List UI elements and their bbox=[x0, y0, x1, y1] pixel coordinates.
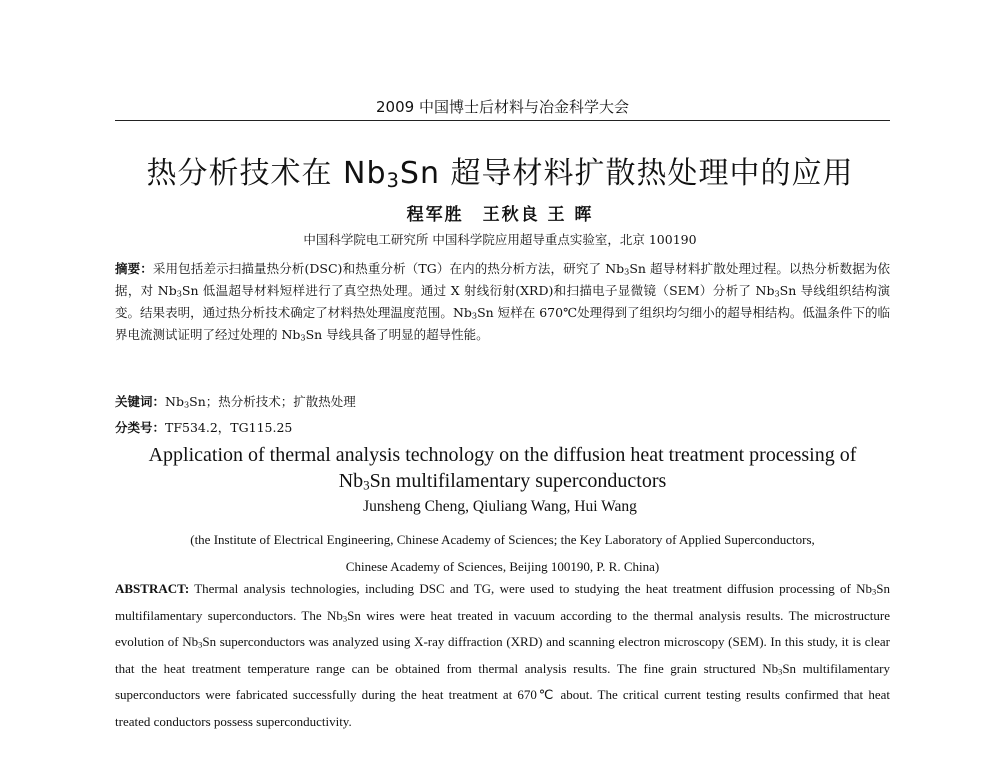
subscript: 3 bbox=[872, 586, 877, 597]
chinese-classification bbox=[115, 418, 890, 436]
chinese-classification-label: 分类号： bbox=[115, 420, 166, 435]
chinese-title-part2: Sn 超导材料扩散热处理中的应用 bbox=[399, 156, 854, 191]
english-title-text: Sn multifilamentary superconductors bbox=[369, 470, 667, 492]
subscript: 3 bbox=[774, 288, 780, 299]
subscript: 3 bbox=[778, 666, 783, 677]
english-title-text: Nb bbox=[338, 470, 364, 492]
chinese-keywords bbox=[115, 392, 890, 410]
english-title-line2 bbox=[115, 468, 890, 494]
subscript: 3 bbox=[363, 477, 370, 493]
english-abstract bbox=[115, 576, 890, 735]
chinese-abstract-text: Sn 低温超导材料短样进行了真空热处理。通过 X 射线衍射(XRD)和扫描电子显微镜（SEM）分析了 Nb bbox=[181, 283, 775, 298]
chinese-keywords-label: 关键词： bbox=[115, 394, 166, 409]
chinese-abstract-text: Sn 导线具备了明显的超导性能。 bbox=[305, 327, 489, 342]
subscript: 3 bbox=[300, 332, 306, 343]
subscript: 3 bbox=[624, 266, 630, 277]
chinese-abstract-text: Sn 导线组织结构演变。结果表明，通过热分析技术确定了材料热处理温度范围。Nb bbox=[115, 283, 891, 320]
english-affiliation-line2: Chinese Academy of Sciences, Beijing 100190, P. R. China) bbox=[345, 559, 660, 574]
subscript: 3 bbox=[198, 639, 203, 650]
english-abstract-text: Sn multifilamentary superconductors. The Nb bbox=[115, 581, 890, 623]
subscript: 3 bbox=[471, 310, 478, 321]
chinese-abstract bbox=[115, 258, 890, 346]
chinese-classification-value: TF534.2，TG115.25 bbox=[165, 420, 293, 435]
subscript: 3 bbox=[183, 399, 190, 410]
chinese-abstract-text: Sn 短样在 670℃处理得到了组织均匀细小的超导相结构。低温条件下的临界电流测试证明了经过处理的 Nb bbox=[115, 305, 890, 342]
chinese-title-part1: 热分析技术在 Nb bbox=[146, 156, 387, 191]
english-abstract-text: Sn superconductors was analyzed using X-ray diffraction (XRD) and scanning electron microscopy (SEM). In this study, it is clear that the heat treatment temperature range can be obtained from thermal analysis results. The fine grain structured Nb bbox=[115, 634, 890, 676]
chinese-affiliation: 中国科学院电工研究所 中国科学院应用超导重点实验室，北京 100190 bbox=[303, 232, 697, 247]
chinese-abstract-text: Sn 超导材料扩散处理过程。以热分析数据为依据，对 Nb bbox=[115, 261, 890, 298]
chinese-abstract-label: 摘要： bbox=[115, 261, 153, 276]
english-title-line1: Application of thermal analysis technology on the diffusion heat treatment processing of bbox=[148, 444, 857, 466]
chinese-keywords-text: Sn；热分析技术；扩散热处理 bbox=[189, 394, 356, 409]
english-affiliation bbox=[115, 526, 890, 580]
chinese-title bbox=[100, 148, 900, 192]
english-abstract-text: Thermal analysis technologies, including DSC and TG, were used to studying the heat treatment diffusion processing of Nb bbox=[189, 581, 873, 596]
chinese-abstract-text: 采用包括差示扫描量热分析(DSC)和热重分析（TG）在内的热分析方法，研究了 Nb bbox=[152, 261, 625, 276]
english-affiliation-line1: (the Institute of Electrical Engineering, Chinese Academy of Sciences; the Key Laboratory of Applied Superconductors, bbox=[190, 532, 815, 547]
english-title bbox=[115, 442, 890, 494]
subscript: 3 bbox=[342, 613, 348, 624]
chinese-keywords-text: Nb bbox=[165, 394, 184, 409]
subscript: 3 bbox=[176, 288, 182, 299]
chinese-title-subscript: 3 bbox=[386, 168, 400, 192]
english-abstract-text: Sn multifilamentary superconductors were fabricated successfully during the heat treatment at 670℃ about. The critical current testing results confirmed that heat treated conductors possess superconductivity. bbox=[115, 660, 891, 729]
conference-header: 2009 中国博士后材料与冶金科学大会 bbox=[376, 98, 629, 116]
english-abstract-text: Sn wires were heat treated in vacuum according to the thermal analysis results. The microstructure evolution of Nb bbox=[115, 607, 890, 649]
english-authors: Junsheng Cheng, Qiuliang Wang, Hui Wang bbox=[363, 498, 637, 515]
chinese-authors: 程军胜 王秋良 王 晖 bbox=[406, 205, 594, 225]
header-rule bbox=[115, 120, 890, 121]
english-abstract-label: ABSTRACT: bbox=[115, 581, 190, 596]
